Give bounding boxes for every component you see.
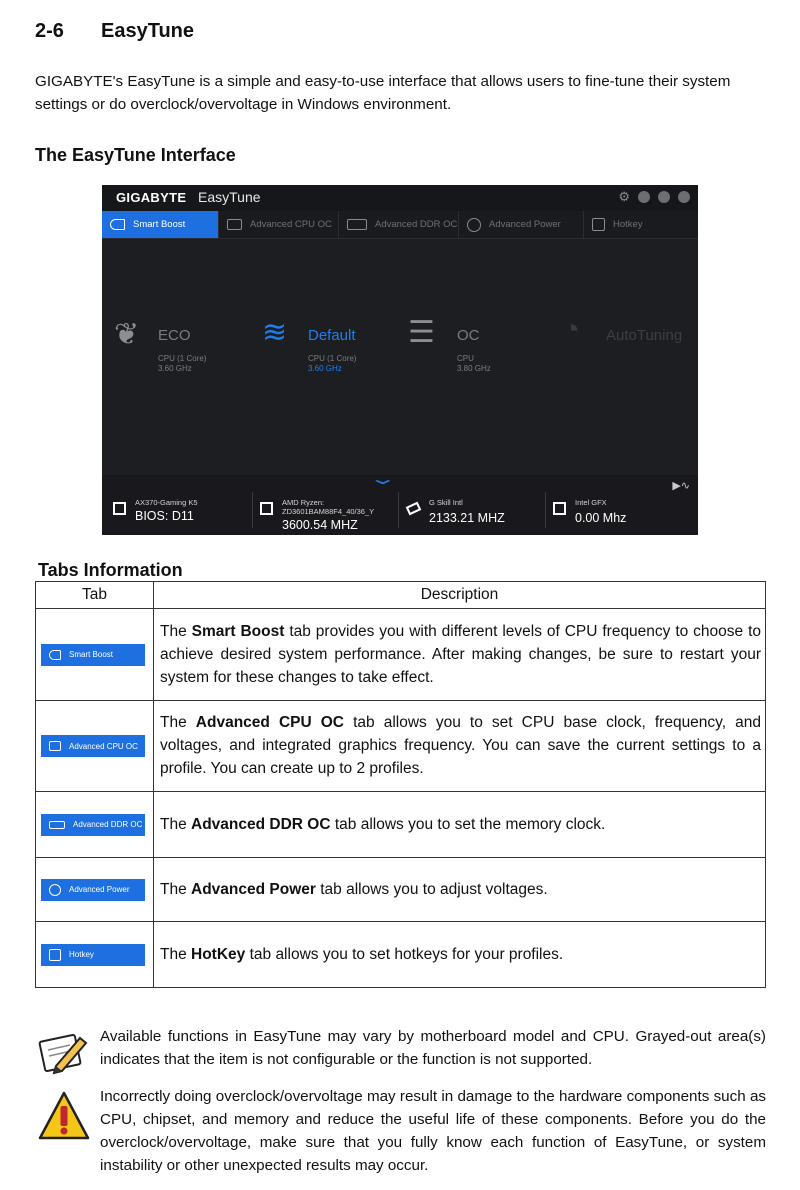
mode-frequency: 3.60 GHz: [308, 364, 342, 373]
wind-icon: ≋: [262, 316, 288, 349]
table-row: [36, 792, 766, 858]
tab-image-label: Smart Boost: [69, 650, 114, 659]
mode-autotuning: [562, 313, 580, 347]
tab-bar: [102, 211, 698, 239]
tab-label: Smart Boost: [133, 219, 186, 230]
memory-icon: [49, 821, 65, 829]
mode-name: Default: [308, 327, 356, 344]
tab-advanced-power[interactable]: [459, 211, 584, 238]
title-bar: [102, 185, 698, 211]
desc-post: tab provides you with different levels of CPU frequency to choose to achieve desired system performance. After making changes, be sure to restart your system for these changes to take effect.: [160, 622, 762, 686]
power-icon: [467, 218, 481, 232]
desc-pre: The: [160, 714, 196, 731]
table-row: [36, 858, 766, 922]
header-description: Description: [154, 582, 766, 609]
chevron-down-icon[interactable]: ⌄: [367, 471, 398, 488]
tornado-icon: ☰: [408, 316, 435, 349]
desc-bold: HotKey: [191, 945, 246, 963]
desc-pre: The: [160, 945, 192, 963]
tab-cell: [36, 701, 154, 792]
gear-icon[interactable]: ⚙: [618, 189, 630, 204]
close-button[interactable]: [678, 191, 690, 203]
header-tab: Tab: [36, 582, 154, 609]
mode-frequency: 3.80 GHz: [457, 364, 491, 373]
advanced-power-tab-image: [41, 879, 145, 901]
desc-bold: Advanced DDR OC: [191, 815, 331, 833]
window-controls: [618, 191, 690, 203]
status-label: Intel GFX: [575, 498, 607, 507]
advanced-ddr-oc-tab-image: [41, 814, 145, 836]
table-row: [36, 609, 766, 701]
description-cell: [154, 609, 766, 701]
mode-name: OC: [457, 327, 480, 344]
status-value: 2133.21 MHZ: [429, 511, 505, 525]
desc-pre: The: [160, 880, 192, 898]
motherboard-icon: [113, 502, 126, 515]
memory-icon: [347, 219, 367, 230]
status-label: AX370-Gaming K5: [135, 498, 198, 507]
gauge-icon: ◔: [562, 313, 581, 346]
divider: [545, 492, 546, 528]
status-memory: [429, 498, 505, 525]
mode-default-text: [308, 327, 356, 374]
tab-image-label: Advanced CPU OC: [69, 741, 138, 751]
hotkey-icon: [592, 218, 605, 231]
pencil-note-icon: [36, 1030, 88, 1076]
tab-label: Advanced DDR OC: [375, 219, 458, 230]
intro-paragraph: GIGABYTE's EasyTune is a simple and easy-to-use interface that allows users to fine-tune their system settings or do overclock/overvoltage in Windows environment.: [35, 73, 731, 113]
tab-image-label: Hotkey: [69, 950, 94, 959]
tabs-info-title: Tabs Information: [38, 560, 183, 580]
brand-logo: GIGABYTE: [116, 190, 187, 205]
interface-title: The EasyTune Interface: [35, 145, 236, 165]
gpu-icon: [553, 502, 566, 515]
divider: [252, 492, 253, 528]
mode-detail: CPU (1 Core): [158, 354, 207, 363]
mode-oc[interactable]: [408, 315, 435, 350]
status-gpu: [575, 498, 626, 525]
mode-name: ECO: [158, 327, 191, 344]
status-board: [135, 498, 198, 523]
smart-boost-icon: [110, 219, 125, 230]
hotkey-icon: [49, 949, 61, 961]
mode-eco[interactable]: [114, 317, 139, 352]
smart-boost-tab-image: [41, 644, 145, 666]
desc-post: tab allows you to adjust voltages.: [315, 880, 548, 898]
desc-post: tab allows you to set hotkeys for your profiles.: [245, 945, 564, 963]
section-number: 2-6: [35, 20, 64, 42]
warning-icon: [38, 1090, 90, 1142]
mode-default[interactable]: [262, 315, 287, 350]
tab-cell: [36, 609, 154, 701]
status-value: 3600.54 MHZ: [282, 518, 358, 532]
leaf-icon: ❦: [114, 318, 140, 351]
status-label-2: ZD3601BAM88F4_40/36_Y: [282, 507, 375, 516]
easytune-window: [102, 185, 698, 535]
mode-oc-text: [457, 327, 491, 374]
app-name: EasyTune: [198, 189, 261, 205]
desc-bold: Advanced CPU OC: [195, 714, 345, 731]
cpu-icon: [49, 741, 61, 751]
tab-image-label: Advanced DDR OC: [73, 820, 143, 829]
description-cell: [154, 701, 766, 792]
tabs-info-table: [35, 581, 766, 988]
section-title: EasyTune: [101, 20, 194, 42]
play-monitor-icons[interactable]: ▶∿: [672, 480, 690, 492]
description-cell: [154, 792, 766, 858]
status-label: AMD Ryzen:: [282, 498, 325, 507]
mode-eco-text: [158, 327, 206, 374]
tab-cell: [36, 858, 154, 922]
table-row: [36, 701, 766, 792]
desc-post: tab allows you to set CPU base clock, frequency, and voltages, and integrated graphics frequency. You can save the current settings to a profile. You can create up to 2 profiles.: [160, 714, 762, 777]
table-row: [36, 922, 766, 988]
cpu-icon: [260, 502, 273, 515]
description-cell: [154, 858, 766, 922]
tab-hotkey[interactable]: [584, 211, 698, 238]
table-header: [36, 582, 766, 609]
mode-frequency: 3.60 GHz: [158, 364, 192, 373]
cpu-icon: [227, 219, 242, 230]
tab-advanced-cpu-oc[interactable]: [219, 211, 339, 238]
desc-post: tab allows you to set the memory clock.: [330, 815, 606, 833]
mode-detail: CPU (1 Core): [308, 354, 357, 363]
tab-label: Hotkey: [613, 219, 643, 230]
status-value: 0.00 Mhz: [575, 511, 627, 525]
desc-pre: The: [160, 815, 192, 833]
minimize-button[interactable]: [638, 191, 650, 203]
tab-label: Advanced Power: [489, 219, 561, 230]
info-note: Available functions in EasyTune may vary by motherboard model and CPU. Grayed-out area(s) indicates that the item is not configurable or the function is not supported.: [100, 1028, 766, 1068]
tab-smart-boost[interactable]: [102, 211, 219, 238]
mode-detail: CPU: [457, 354, 474, 363]
status-label: G Skill Intl: [429, 498, 463, 507]
status-cpu: [282, 498, 374, 532]
desc-bold: Smart Boost: [191, 622, 285, 640]
section-heading: [35, 20, 194, 43]
advanced-cpu-oc-tab-image: [41, 735, 145, 757]
mode-autotuning-text: [606, 327, 682, 344]
smart-boost-icon: [49, 650, 61, 660]
tab-cell: [36, 922, 154, 988]
tab-label: Advanced CPU OC: [250, 219, 332, 230]
mode-name: AutoTuning: [606, 327, 683, 344]
warning-note: Incorrectly doing overclock/overvoltage may result in damage to the hardware components such as CPU, chipset, and memory and reduce the useful life of these components. Before you do the overclock/overvoltage, make sure that you fully know each function of EasyTune, or system instability or other unexpected results may occur.: [100, 1088, 766, 1174]
power-icon: [49, 884, 61, 896]
tab-image-label: Advanced Power: [69, 885, 130, 894]
description-cell: [154, 922, 766, 988]
tab-cell: [36, 792, 154, 858]
restore-button[interactable]: [658, 191, 670, 203]
desc-pre: The: [160, 622, 192, 640]
hotkey-tab-image: [41, 944, 145, 966]
desc-bold: Advanced Power: [191, 880, 316, 898]
status-value: BIOS: D11: [135, 509, 194, 523]
tab-advanced-ddr-oc[interactable]: [339, 211, 459, 238]
divider: [398, 492, 399, 528]
